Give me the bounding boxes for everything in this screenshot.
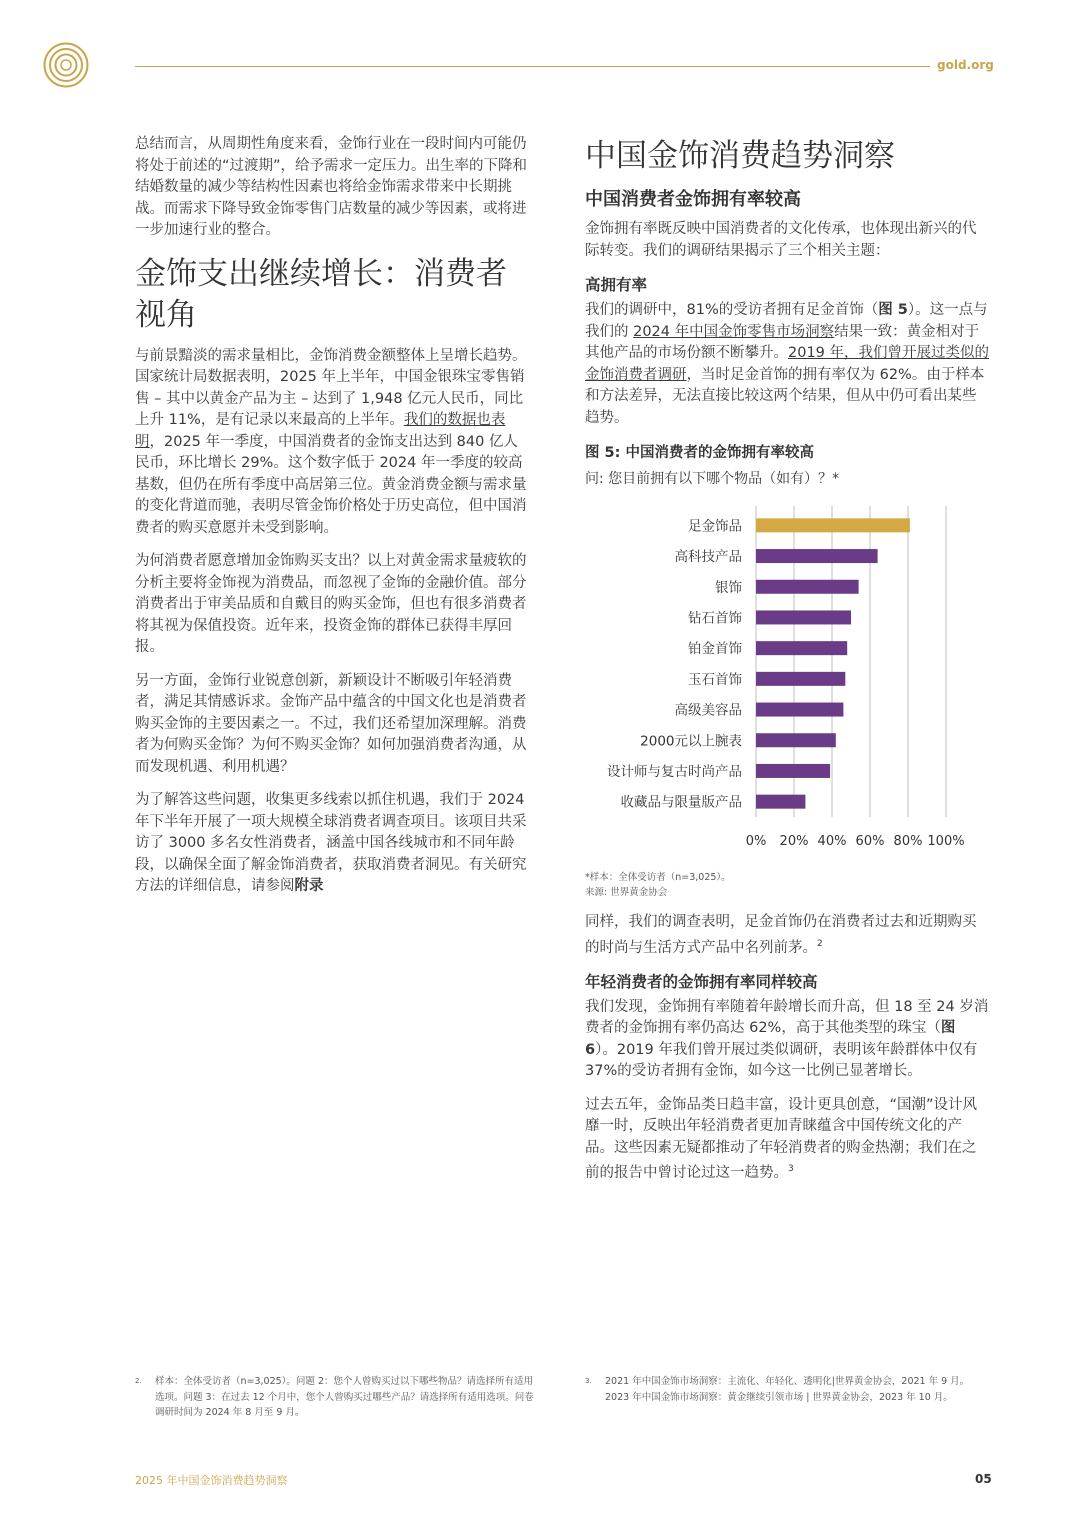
bar xyxy=(756,672,845,686)
category-label: 收藏品与限量版产品 xyxy=(620,794,742,811)
x-tick-label: 20% xyxy=(779,834,809,848)
footnote-ref-2[interactable]: 2 xyxy=(817,938,823,949)
bar xyxy=(756,641,847,655)
footnote-text xyxy=(585,1374,990,1405)
paragraph-spending: 与前景黯淡的需求量相比，金饰消费金额整体上呈增长趋势。国家统计局数据表明，2025 年上半年，中国金银珠宝零售销售 – 其中以黄金产品为主 – 达到了 1,948 亿元人民币，同比上升 11%，是有记录以来最高的上半年。我们的数据也表明，2025 年一季度，中国消费者的金饰支出达到 840 亿人民币，环比增长 29%。这个数字低于 2024 年一季度的较高基数，但仍在所有季度中高居第三位。黄金消费金额与需求量的变化背道而驰，表明尽管金饰价格处于历史高位，但中国消费者的购买意愿并未受到影响。 xyxy=(135,347,527,536)
paragraph-why: 为何消费者愿意增加金饰购买支出？以上对黄金需求量疲软的分析主要将金饰视为消费品，而忽视了金饰的金融价值。部分消费者出于审美品质和自戴目的购买金饰，但也有很多消费者将其视为保值投资。近年来，投资金饰的群体已获得丰厚回报。 xyxy=(135,553,527,655)
site-link[interactable]: gold.org xyxy=(937,58,994,72)
intro-paragraph: 总结而言，从周期性角度来看，金饰行业在一段时间内可能仍将处于前述的“过渡期”，给予需求一定压力。出生率的下降和结婚数量的减少等结构性因素也将给金饰需求带来中长期挑战。而需求下降导致金饰零售门店数量的减少等因素，或将进一步加速行业的整合。 xyxy=(135,136,528,238)
world-gold-council-logo-icon xyxy=(43,42,89,88)
paragraph-guochao: 过去五年，金饰品类日趋丰富，设计更具创意，“国潮”设计风靡一时，反映出年轻消费者更加青睐蕴含中国传统文化的产品。这些因素无疑都推动了年轻消费者的购金热潮；我们在之前的报告中曾讨论过这一趋势。$^3$ xyxy=(585,1096,978,1182)
category-label: 高级美容品 xyxy=(674,702,742,719)
x-tick-label: 40% xyxy=(817,834,847,848)
bar xyxy=(756,580,859,594)
our-data-link[interactable]: 我们的数据也表明 xyxy=(135,412,506,450)
bar xyxy=(756,703,843,717)
footnote-ref-2023: 2023 年中国金饰市场洞察：黄金继续引领市场 | 世界黄金协会，2023 年 10 月。 xyxy=(605,1391,953,1403)
ownership-bar-chart xyxy=(585,498,985,848)
figure-5-ref[interactable]: 图 5 xyxy=(878,302,908,318)
footnote-ref-2021: 2021 年中国金饰市场洞察：主流化、年轻化、透明化|世界黄金协会，2021 年 9 月。 xyxy=(605,1376,970,1387)
category-label: 高科技产品 xyxy=(674,549,742,566)
appendix-link[interactable]: 附录 xyxy=(294,878,324,894)
survey-2019-link[interactable]: 2019 年，我们曾开展过类似的金饰消费者调研 xyxy=(585,345,990,383)
category-label: 设计师与复古时尚产品 xyxy=(607,763,742,780)
right-column xyxy=(585,134,990,1197)
figure-title: 图 5: 中国消费者的金饰拥有率较高 xyxy=(585,445,814,461)
category-label: 2000元以上腕表 xyxy=(640,733,742,750)
section-heading-spending: 金饰支出继续增长：消费者视角 xyxy=(135,255,507,333)
chart-source: 来源: 世界黄金协会 xyxy=(585,887,668,898)
category-label: 钻石首饰 xyxy=(688,610,742,627)
heading-high-ownership: 高拥有率 xyxy=(585,276,648,294)
footnote-2 xyxy=(135,1374,535,1421)
left-column xyxy=(135,134,530,910)
x-tick-label: 100% xyxy=(927,834,965,848)
footnote-text: 样本：全体受访者（n=3,025）。问题 2：您个人曾购买过以下哪些物品？请选择所有适用选项。问题 3：在过去 12 个月中，您个人曾购买过哪些产品？请选择所有适用选项。问卷调研时间为 2024 年 8 月至 9 月。 xyxy=(155,1376,534,1418)
bar xyxy=(756,610,851,624)
footnote-ref-3[interactable]: 3 xyxy=(788,1164,794,1175)
header-divider xyxy=(135,66,930,67)
paragraph-young: 我们发现，金饰拥有率随着年龄增长而升高，但 18 至 24 岁消费者的金饰拥有率仍高达 62%，高于其他类型的珠宝（图 6）。2019 年我们曾开展过类似调研，表明该年龄群体中仅有 37%的受访者拥有金饰，如今这一比例已显著增长。 xyxy=(585,998,989,1080)
bar xyxy=(756,733,836,747)
chart-notes xyxy=(585,870,990,900)
heading-young-consumers: 年轻消费者的金饰拥有率同样较高 xyxy=(585,972,818,991)
paragraph-fashion: 同样，我们的调查表明，足金首饰仍在消费者过去和近期购买的时尚与生活方式产品中名列前茅。$^2$ xyxy=(585,914,977,956)
section-heading-trends: 中国金饰消费趋势洞察 xyxy=(585,138,895,174)
paragraph-ownership-intro: 金饰拥有率既反映中国消费者的文化传承，也体现出新兴的代际转变。我们的调研结果揭示了三个相关主题： xyxy=(585,221,977,259)
paragraph-survey: 为了解答这些问题，收集更多线索以抓住机遇，我们于 2024 年下半年开展了一项大规模全球消费者调查项目。该项目共采访了 3000 多名女性消费者，涵盖中国各线城市和不同年龄段，以确保全面了解金饰消费者，获取消费者洞见。有关研究方法的详细信息，请参阅附录 xyxy=(135,792,527,894)
bar xyxy=(756,518,910,532)
chart-sample-note: *样本：全体受访者（n=3,025）。 xyxy=(585,872,731,883)
paragraph-high-ownership: 我们的调研中，81%的受访者拥有足金首饰（图 5）。这一点与我们的 2024 年中国金饰零售市场洞察结果一致：黄金相对于其他产品的市场份额不断攀升。2019 年，我们曾开展过类似的金饰消费者调研，当时足金首饰的拥有率仅为 62%。由于样本和方法差异，无法直接比较这两个结果，但从中仍可看出某些趋势。 xyxy=(585,302,990,426)
bar xyxy=(756,764,830,778)
page-number: 05 xyxy=(975,1472,992,1486)
bar xyxy=(756,549,878,563)
paragraph-innovation: 另一方面，金饰行业锐意创新，新颖设计不断吸引年轻消费者，满足其情感诉求。金饰产品中蕴含的中国文化也是消费者购买金饰的主要因素之一。不过，我们还希望加深理解。消费者为何购买金饰？为何不购买金饰？如何加强消费者沟通，从而发现机遇、利用机遇？ xyxy=(135,672,527,775)
x-tick-label: 0% xyxy=(745,834,767,848)
bar xyxy=(756,795,805,809)
footnote-number: 3. xyxy=(585,1377,592,1385)
footnote-number: 2. xyxy=(135,1377,142,1385)
category-label: 足金饰品 xyxy=(688,518,742,535)
subheading-ownership: 中国消费者金饰拥有率较高 xyxy=(585,189,801,210)
footnote-3 xyxy=(585,1374,990,1405)
figure-6-ref[interactable]: 图 6 xyxy=(585,1020,956,1058)
category-label: 银饰 xyxy=(715,579,742,596)
x-tick-label: 80% xyxy=(893,834,923,848)
category-label: 玉石首饰 xyxy=(688,671,742,688)
retail-insights-2024-link[interactable]: 2024 年中国金饰零售市场洞察 xyxy=(633,323,835,340)
figure-question: 问: 您目前拥有以下哪个物品（如有）？* xyxy=(585,471,840,487)
footer-report-title: 2025 年中国金饰消费趋势洞察 xyxy=(135,1474,288,1487)
category-label: 铂金首饰 xyxy=(688,641,742,658)
x-tick-label: 60% xyxy=(855,834,885,848)
